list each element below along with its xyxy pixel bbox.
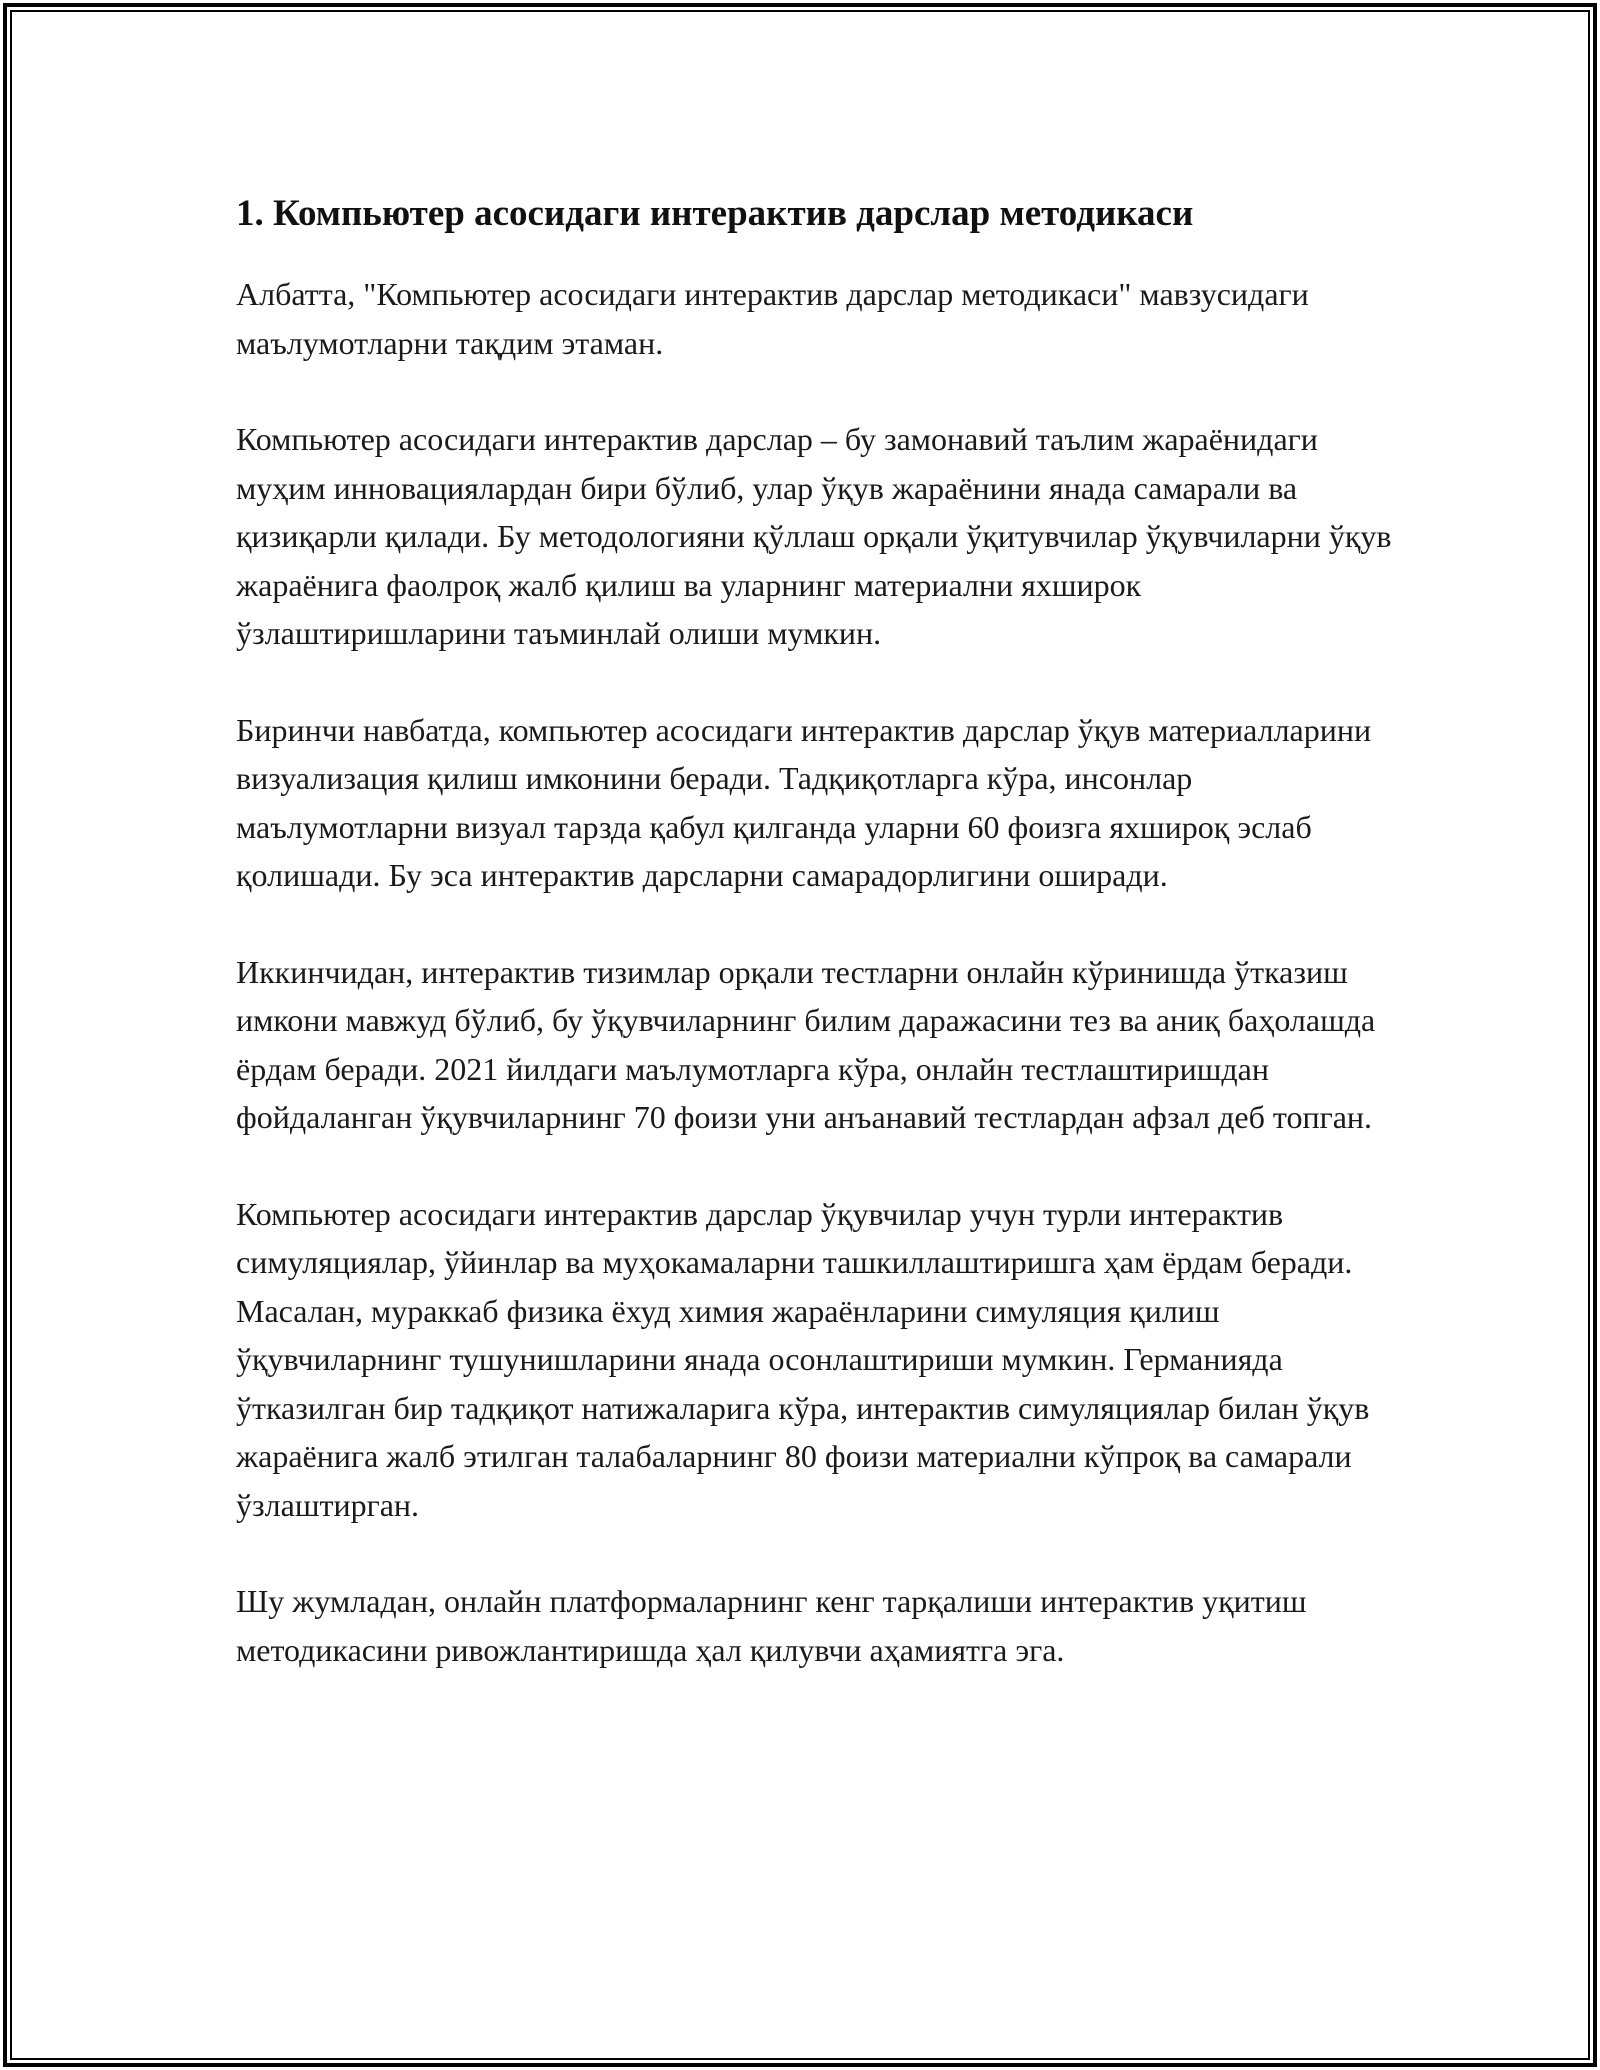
section-heading: 1. Компьютер асосидаги интерактив дарслар методикаси	[236, 193, 1194, 234]
paragraph-simulations: Компьютер асосидаги интерактив дарслар ўқувчилар учун турли интерактив симуляциялар, ўйинлар ва муҳокамаларни ташкиллаштиришга ҳам ёрдам беради. Масалан, мураккаб физика ёхуд химия жараёнларини симуляция қилиш ўқувчиларнинг тушунишларини янада осонлаштириши мумкин. Германияда ўтказилган бир тадқиқот натижаларига кўра, интерактив симуляциялар билан ўқув жараёнига жалб этилган талабаларнинг 80 фоизи материални кўпроқ ва самарали ўзлаштирган.	[236, 1195, 1370, 1523]
paragraph-visualization: Биринчи навбатда, компьютер асосидаги интерактив дарслар ўқув материалларини визуализация қилиш имконини беради. Тадқиқотларга кўра, инсонлар маълумотларни визуал тарзда қабул қилганда уларни 60 фоизга яхшироқ эслаб қолишади. Бу эса интерактив дарсларни самарадорлигини оширади.	[236, 711, 1372, 893]
paragraph-platforms: Шу жумладан, онлайн платформаларнинг кенг тарқалиши интерактив уқитиш методикасини ривожлантиришда ҳал қилувчи аҳамиятга эга.	[236, 1583, 1307, 1668]
document-body	[236, 180, 1396, 1722]
paragraph-online-testing: Иккинчидан, интерактив тизимлар орқали тестларни онлайн кўринишда ўтказиш имкони мавжуд бўлиб, бу ўқувчиларнинг билим даражасини тез ва аниқ баҳолашда ёрдам беради. 2021 йилдаги маълумотларга кўра, онлайн тестлаштиришдан фойдаланган ўқувчиларнинг 70 фоизи уни анъанавий тестлардан афзал деб топган.	[236, 953, 1376, 1135]
paragraph-intro: Албатта, "Компьютер асосидаги интерактив дарслар методикаси" мавзусидаги маълумотларни тақдим этаман.	[236, 276, 1309, 361]
paragraph-definition: Компьютер асосидаги интерактив дарслар – бу замонавий таълим жараёнидаги муҳим инновациялардан бири бўлиб, улар ўқув жараёнини янада самарали ва қизиқарли қилади. Бу методологияни қўллаш орқали ўқитувчилар ўқувчиларни ўқув жараёнига фаолроқ жалб қилиш ва уларнинг материални яхширок ўзлаштиришларини таъминлай олиши мумкин.	[236, 421, 1392, 651]
